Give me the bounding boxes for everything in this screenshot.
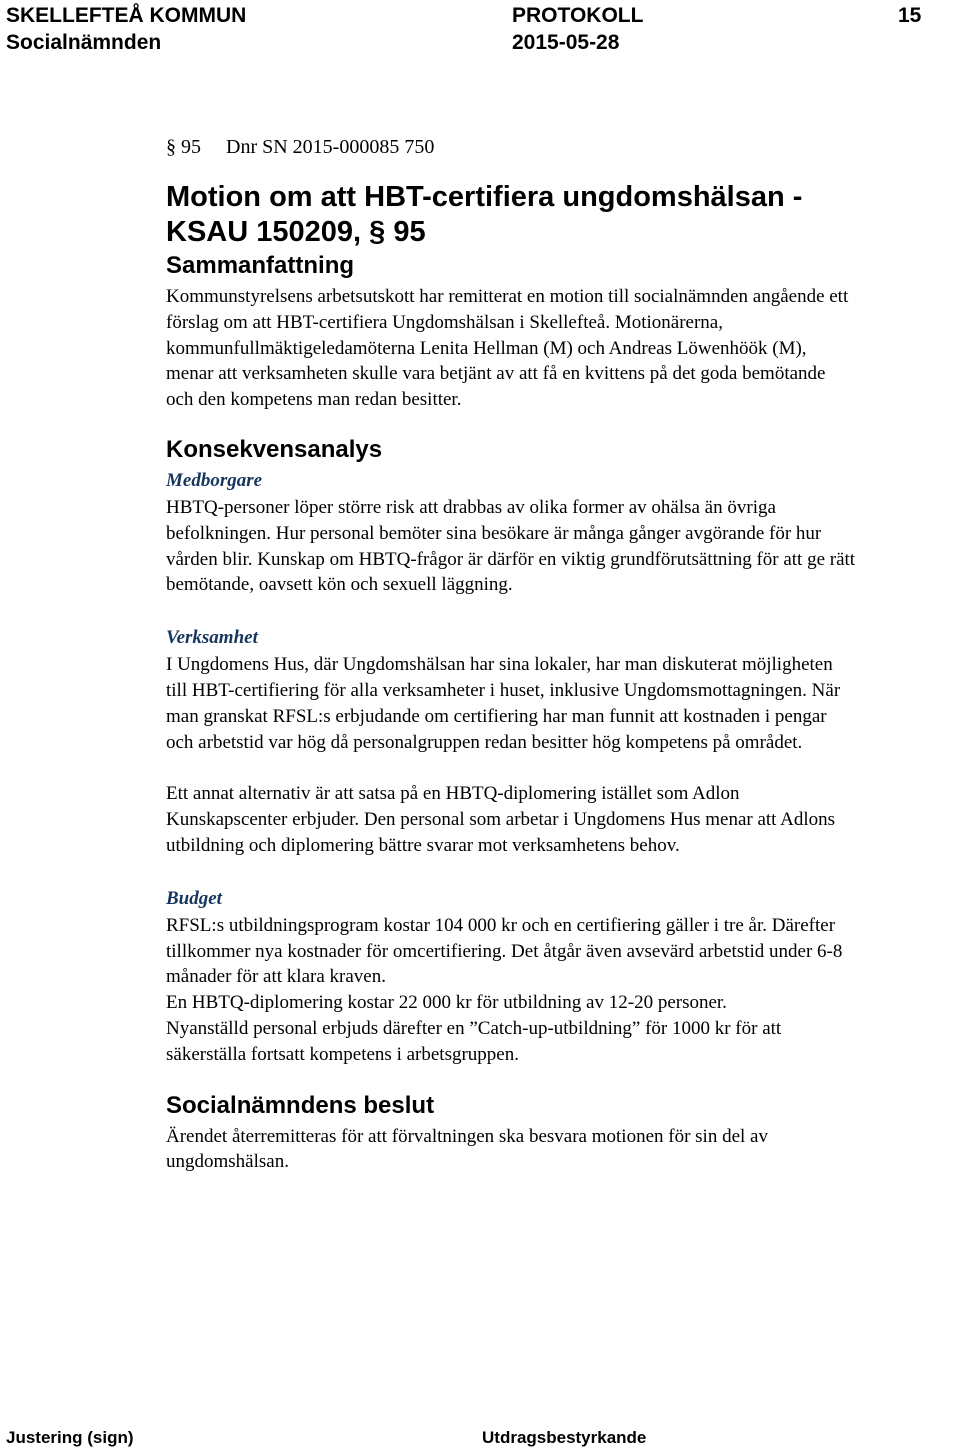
budget-text-1: RFSL:s utbildningsprogram kostar 104 000 kr och en certifiering gäller i tre år. Därefter tillkommer nya kostnader för omcertifiering. Det åtgår även avsevärd arbetstid under 6-8 månader för att klara kraven. <box>166 914 843 988</box>
medborgare-text: HBTQ-personer löper större risk att drabbas av olika former av ohälsa än övriga befolkningen. Hur personal bemöter sina besökare är många gånger avgörande för hur vården blir. Kunskap om HBTQ-frågor är därför en viktig grundförutsättning för att ge rätt bemötande, oavsett kön och sexuell läggning. <box>166 496 856 596</box>
verksamhet-text-2: Ett annat alternativ är att satsa på en HBTQ-diplomering istället som Adlon Kunskapscenter erbjuder. Den personal som arbetar i Ungdomens Hus menar att Adlons utbildning och diplomering bättre svarar mot verksamhetens behov. <box>166 783 836 856</box>
header-org: SKELLEFTEÅ KOMMUN <box>6 4 247 27</box>
paragraph-number: § 95 <box>166 136 201 158</box>
header-doctype: PROTOKOLL <box>512 4 644 27</box>
footer-justering: Justering (sign) <box>6 1428 134 1447</box>
verksamhet-text-1: I Ungdomens Hus, där Ungdomshälsan har sina lokaler, har man diskuterat möjligheten till HBT-certifiering för alla verksamheter i huset, inklusive Ungdomsmottagningen. När man granskat RFSL:s erbjudande om certifiering har man funnit att kostnaden i pengar och arbetstid var hög då personalgruppen redan besitter hög kompetens på området. <box>166 654 841 753</box>
section-symbol: § <box>369 216 386 248</box>
header-date: 2015-05-28 <box>512 31 620 54</box>
header-page-number: 15 <box>898 4 922 27</box>
heading-sammanfattning: Sammanfattning <box>166 252 355 279</box>
beslut-text: Ärendet återremitteras för att förvaltningen ska besvara motionen för sin del av ungdomshälsan. <box>166 1125 768 1173</box>
header-committee: Socialnämnden <box>6 31 162 54</box>
heading-verksamhet: Verksamhet <box>166 627 258 649</box>
heading-budget: Budget <box>166 887 222 909</box>
section-symbol: § <box>166 136 176 158</box>
budget-text-2: En HBTQ-diplomering kostar 22 000 kr för utbildning av 12-20 personer. <box>166 992 727 1014</box>
budget-text-3: Nyanställd personal erbjuds därefter en ”Catch-up-utbildning” för 1000 kr för att säkerställa fortsatt kompetens i arbetsgruppen. <box>166 1017 782 1065</box>
title-line-2: KSAU 150209, § 95 <box>166 216 426 248</box>
sammanfattning-text: Kommunstyrelsens arbetsutskott har remitterat en motion till socialnämnden angående ett förslag om att HBT-certifiera Ungdomshälsan i Skellefteå. Motionärerna, kommunfullmäktigeledamöterna Lenita Hellman (M) och Andreas Löwenhöök (M), menar att verksamheten skulle vara betjänt av att få en kvittens på det goda bemötande och den kompetens man redan besitter. <box>166 286 849 411</box>
page-title <box>166 180 856 250</box>
title-line-1: Motion om att HBT-certifiera ungdomshälsan - <box>166 181 803 213</box>
heading-konsekvensanalys: Konsekvensanalys <box>166 435 383 463</box>
diary-number: Dnr SN 2015-000085 750 <box>226 136 435 158</box>
protocol-content <box>166 134 856 1175</box>
footer-utdragsbestyrkande: Utdragsbestyrkande <box>482 1428 647 1447</box>
paragraph-reference <box>166 134 856 162</box>
heading-medborgare: Medborgare <box>166 469 263 491</box>
heading-beslut: Socialnämndens beslut <box>166 1091 435 1119</box>
